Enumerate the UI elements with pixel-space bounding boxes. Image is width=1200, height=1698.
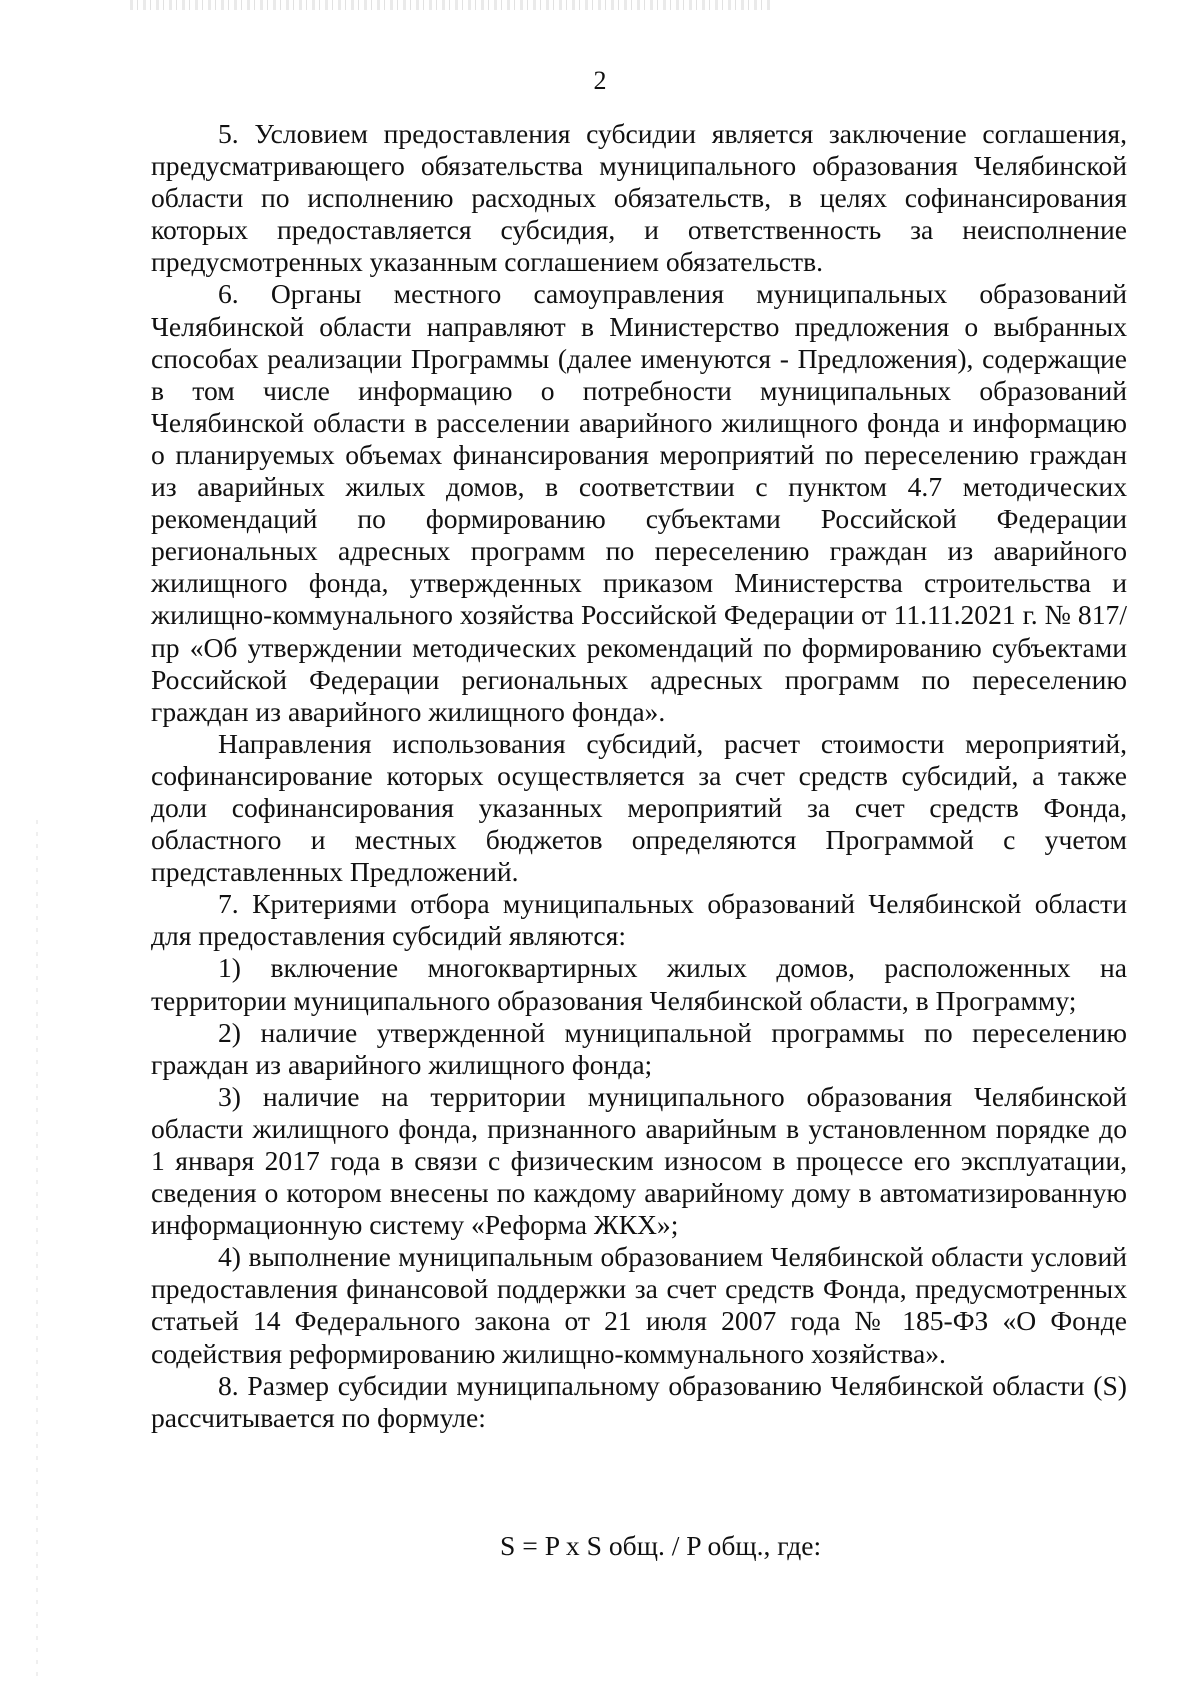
page-number: 2 [593, 66, 607, 95]
scan-artifact-top [130, 0, 770, 10]
paragraph-subsidy-directions: Направления использования субсидий, расчет стоимости мероприятий, софинансирование которых осуществляется за счет средств субсидий, а также доли софинансирования указанных мероприятий за счет средств Фонда, областного и местных бюджетов определяются Программой с учетом представленных Предложений. [151, 727, 1127, 888]
subsidy-formula: S = P x S общ. / P общ., где: [500, 1530, 822, 1561]
paragraph-criterion-4: 4) выполнение муниципальным образованием Челябинской области условий предоставления финансовой поддержки за счет средств Фонда, предусмотренных статьей 14 Федерального закона от 21 июля 2007 года № 185-ФЗ «О Фонде содействия реформированию жилищно-коммунального хозяйства». [151, 1241, 1127, 1369]
paragraph-criterion-1: 1) включение многоквартирных жилых домов, расположенных на территории муниципального образования Челябинской области, в Программу; [151, 952, 1127, 1016]
paragraph-clause-5: 5. Условием предоставления субсидии является заключение соглашения, предусматривающего обязательства муниципального образования Челябинской области по исполнению расходных обязательств, в целях софинансирования которых предоставляется субсидия, и ответственность за неисполнение предусмотренных указанным соглашением обязательств. [151, 118, 1127, 278]
scan-artifact-left-edge [36, 820, 38, 1680]
paragraph-clause-8: 8. Размер субсидии муниципальному образованию Челябинской области (S) рассчитывается по формуле: [151, 1369, 1127, 1433]
document-body [151, 118, 1127, 1434]
paragraph-criterion-2: 2) наличие утвержденной муниципальной программы по переселению граждан из аварийного жилищного фонда; [151, 1016, 1127, 1080]
paragraph-criterion-3: 3) наличие на территории муниципального образования Челябинской области жилищного фонда, признанного аварийным в установленном порядке до 1 января 2017 года в связи с физическим износом в процессе его эксплуатации, сведения о котором внесены по каждому аварийному дому в автоматизированную информационную систему «Реформа ЖКХ»; [151, 1080, 1127, 1241]
paragraph-clause-6: 6. Органы местного самоуправления муниципальных образований Челябинской области направляют в Министерство предложения о выбранных способах реализации Программы (далее именуются - Предложения), содержащие в том числе информацию о потребности муниципальных образований Челябинской области в расселении аварийного жилищного фонда и информацию о планируемых объемах финансирования мероприятий по переселению граждан из аварийных жилых домов, в соответствии с пунктом 4.7 методических рекомендаций по формированию субъектами Российской Федерации региональных адресных программ по переселению граждан из аварийного жилищного фонда, утвержденных приказом Министерства строительства и жилищно-коммунального хозяйства Российской Федерации от 11.11.2021 г. № 817/пр «Об утверждении методических рекомендаций по формированию субъектами Российской Федерации региональных адресных программ по переселению граждан из аварийного жилищного фонда». [151, 278, 1127, 727]
paragraph-clause-7: 7. Критериями отбора муниципальных образований Челябинской области для предоставления субсидий являются: [151, 888, 1127, 952]
